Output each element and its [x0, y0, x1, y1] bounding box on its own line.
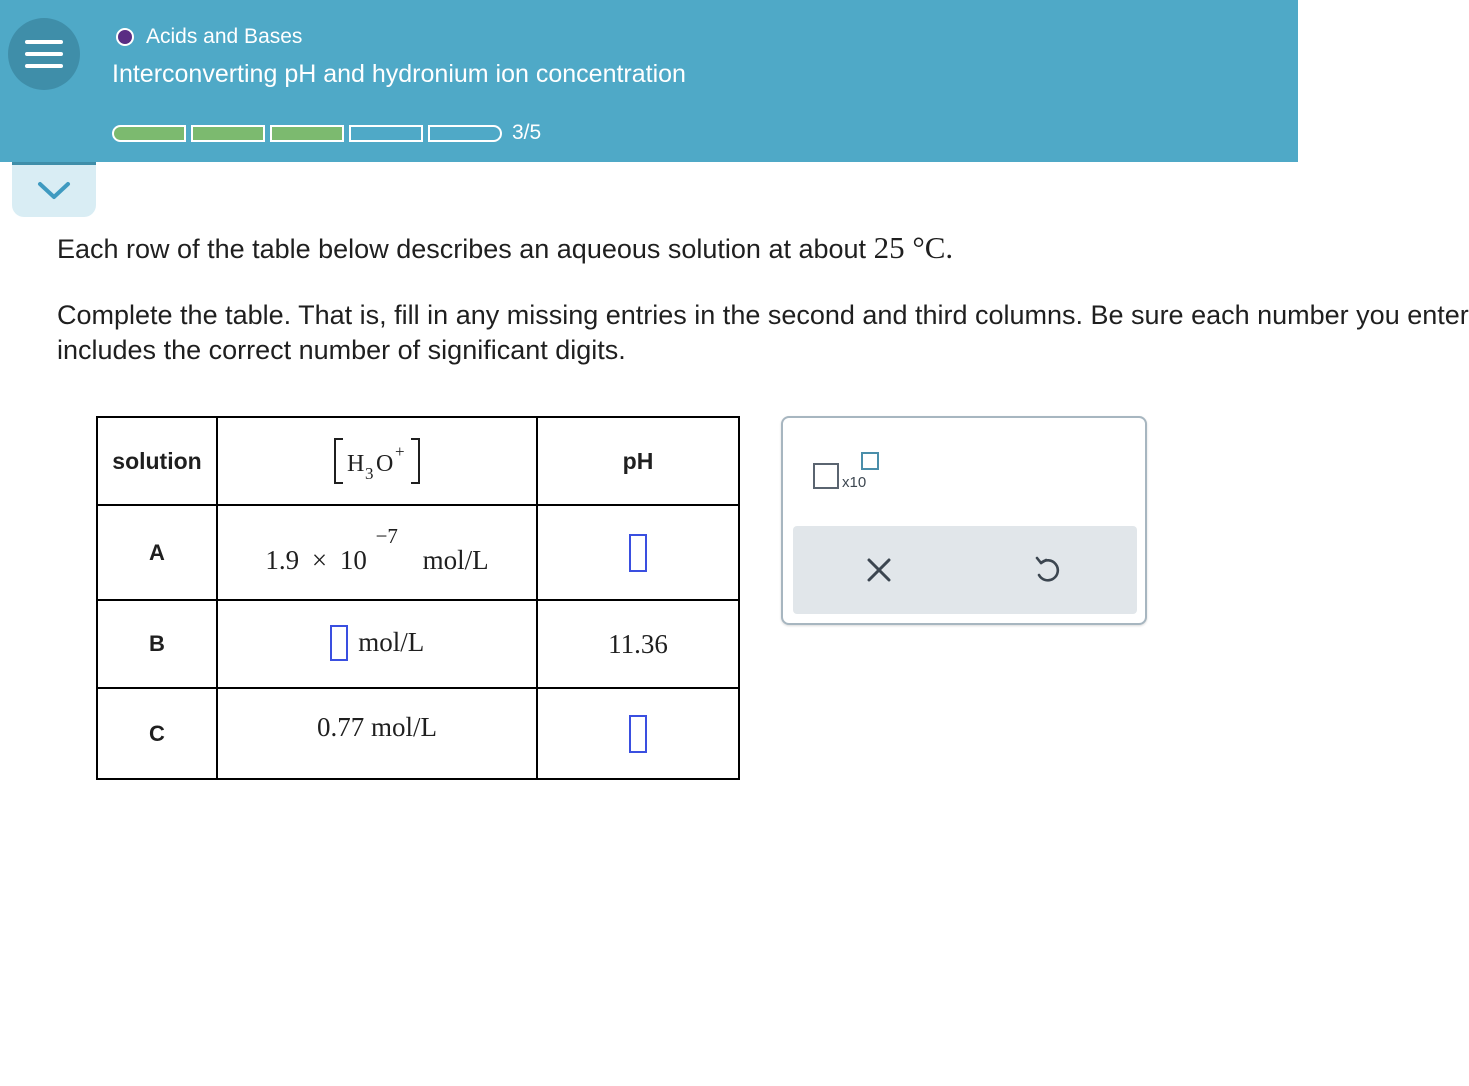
table-row: [97, 505, 739, 600]
header-bar: [0, 0, 1298, 162]
progress-segment: [349, 125, 423, 142]
row-label: B: [97, 600, 217, 688]
undo-icon: [1031, 554, 1063, 586]
concentration-value: 0.77 mol/L: [317, 712, 437, 742]
concentration-cell: mol/L: [217, 600, 537, 688]
clear-button[interactable]: [863, 554, 895, 586]
species-charge: +: [395, 442, 405, 461]
undo-button[interactable]: [1031, 554, 1063, 586]
lesson-title: Interconverting pH and hydronium ion concentration: [112, 60, 686, 88]
concentration-cell: [217, 688, 537, 779]
ph-answer-input[interactable]: [629, 534, 647, 572]
progress-segment: [112, 125, 186, 142]
row-label: A: [97, 505, 217, 600]
concentration-cell: [217, 505, 537, 600]
ph-cell: [537, 505, 739, 600]
math-palette: [781, 416, 1147, 625]
row-label: C: [97, 688, 217, 779]
collapse-toggle[interactable]: [12, 162, 96, 217]
species-h: H: [347, 451, 365, 477]
temperature: 25 °C.: [873, 230, 954, 265]
progress-text: 3/5: [512, 121, 542, 144]
question-line-3: includes the correct number of significant digits.: [57, 335, 626, 365]
menu-button[interactable]: [8, 18, 80, 90]
progress-segment: [270, 125, 344, 142]
sci-exponent-box-icon: [861, 452, 879, 470]
species-o: O: [376, 451, 394, 477]
close-icon: [863, 554, 895, 586]
question-line-2: Complete the table. That is, fill in any missing entries in the second and third columns. Be sure each number you enter: [57, 300, 1469, 330]
menu-icon-line: [25, 52, 63, 56]
ph-cell: [537, 600, 739, 688]
table-row: [97, 688, 739, 779]
topic-row: [116, 25, 302, 49]
question-instructions: [57, 298, 1469, 368]
species-subscript: 3: [365, 464, 374, 483]
menu-icon-line: [25, 40, 63, 44]
header-h3o-concentration: [217, 417, 537, 505]
concentration-value: 1.9 × 10 $^{-7}$ mol/L: [265, 524, 489, 575]
sci-base-box-icon: [813, 463, 839, 489]
topic-dot-icon: [116, 28, 134, 46]
chevron-down-icon: [36, 180, 72, 202]
sci-x10-label: x10: [842, 474, 867, 491]
data-table: [96, 416, 740, 780]
question-text: Each row of the table below describes an aqueous solution at about: [57, 234, 867, 264]
ph-cell: [537, 688, 739, 779]
progress-segment: [428, 125, 502, 142]
header-ph: pH: [537, 417, 739, 505]
palette-action-bar: [793, 526, 1137, 614]
h3o-bracket-expression: [331, 431, 423, 491]
header-solution: solution: [97, 417, 217, 505]
table-header-row: [97, 417, 739, 505]
scientific-notation-button[interactable]: [813, 450, 883, 496]
question-line-1: [57, 230, 953, 266]
progress-bar: [112, 121, 541, 145]
ph-value: 11.36: [608, 628, 668, 659]
progress-segment: [191, 125, 265, 142]
concentration-answer-input[interactable]: [330, 625, 348, 661]
topic-name: Acids and Bases: [146, 25, 303, 48]
ph-answer-input[interactable]: [629, 715, 647, 753]
menu-icon-line: [25, 64, 63, 68]
table-row: [97, 600, 739, 688]
